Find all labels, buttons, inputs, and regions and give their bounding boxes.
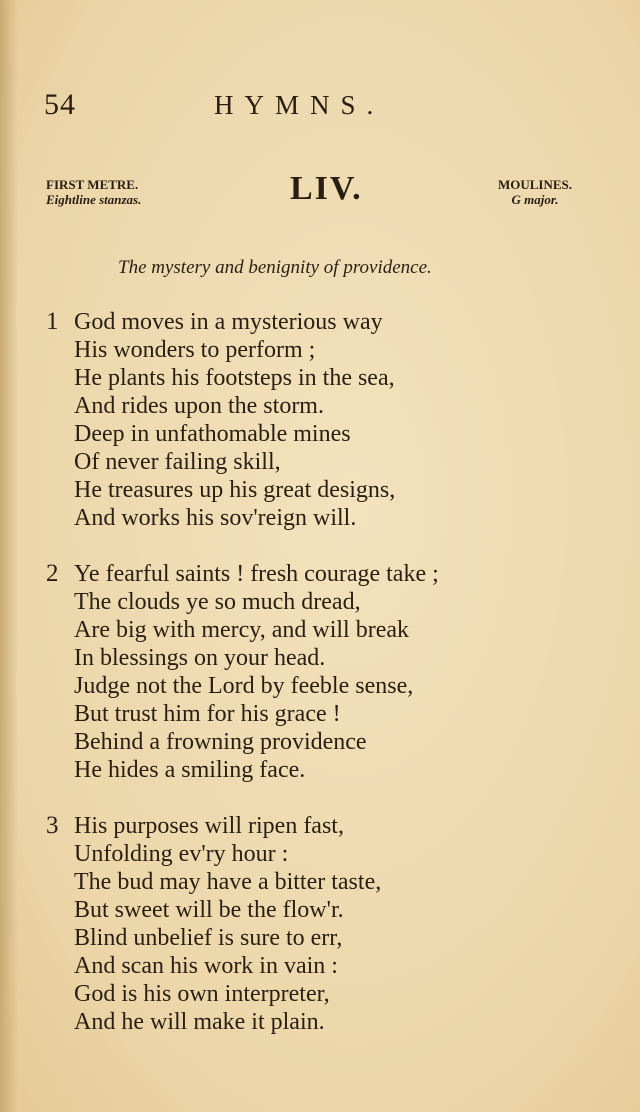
verse-line: Blind unbelief is sure to err, <box>74 925 343 951</box>
metre-block <box>46 177 141 207</box>
verse-line: Ye fearful saints ! fresh courage take ; <box>74 561 439 587</box>
verse-line: But trust him for his grace ! <box>74 701 341 727</box>
verse-line: And rides upon the storm. <box>74 393 324 419</box>
hymn-subject: The mystery and benignity of providence. <box>118 257 432 278</box>
tune-key: G major. <box>511 192 559 207</box>
verse-line: He hides a smiling face. <box>74 757 306 783</box>
verse-line: In blessings on your head. <box>74 645 326 671</box>
verse-line: Behind a frowning providence <box>74 729 367 755</box>
verse-line: Are big with mercy, and will break <box>74 617 410 643</box>
verse-line: And scan his work in vain : <box>74 953 338 979</box>
verse-line: The bud may have a bitter taste, <box>74 869 382 895</box>
stanza-lines <box>74 308 395 532</box>
verse-line: The clouds ye so much dread, <box>74 589 361 615</box>
metre-label: FIRST METRE. <box>46 177 139 192</box>
verse-line: And he will make it plain. <box>74 1009 325 1035</box>
verse-line: Judge not the Lord by feeble sense, <box>74 673 414 699</box>
metre-description: Eightline stanzas. <box>46 192 142 207</box>
verse-line: He treasures up his great designs, <box>74 477 396 503</box>
verse-line: God moves in a mysterious way <box>74 309 383 335</box>
verse-line: God is his own interpreter, <box>74 981 330 1007</box>
verse-line: And works his sov'reign will. <box>74 505 357 531</box>
page-gutter-shadow <box>0 0 18 1112</box>
verse-line: Unfolding ev'ry hour : <box>74 841 289 867</box>
verse-line: Deep in unfathomable mines <box>74 421 351 447</box>
verse-line: He plants his footsteps in the sea, <box>74 365 395 391</box>
verse-line: His wonders to perform ; <box>74 337 316 363</box>
stanza-number: 3 <box>46 812 59 839</box>
running-head: HYMNS. <box>214 90 385 120</box>
tune-block <box>498 177 572 207</box>
hymn-number: LIV. <box>290 170 363 207</box>
stanza-number: 1 <box>46 308 59 335</box>
verse-line: But sweet will be the flow'r. <box>74 897 344 923</box>
verse-line: His purposes will ripen fast, <box>74 813 344 839</box>
stanza-number: 2 <box>46 560 59 587</box>
stanza-lines <box>74 812 381 1036</box>
verse-line: Of never failing skill, <box>74 449 281 475</box>
stanza-lines <box>74 560 439 784</box>
tune-name: MOULINES. <box>497 177 572 192</box>
page-number: 54 <box>44 88 76 121</box>
